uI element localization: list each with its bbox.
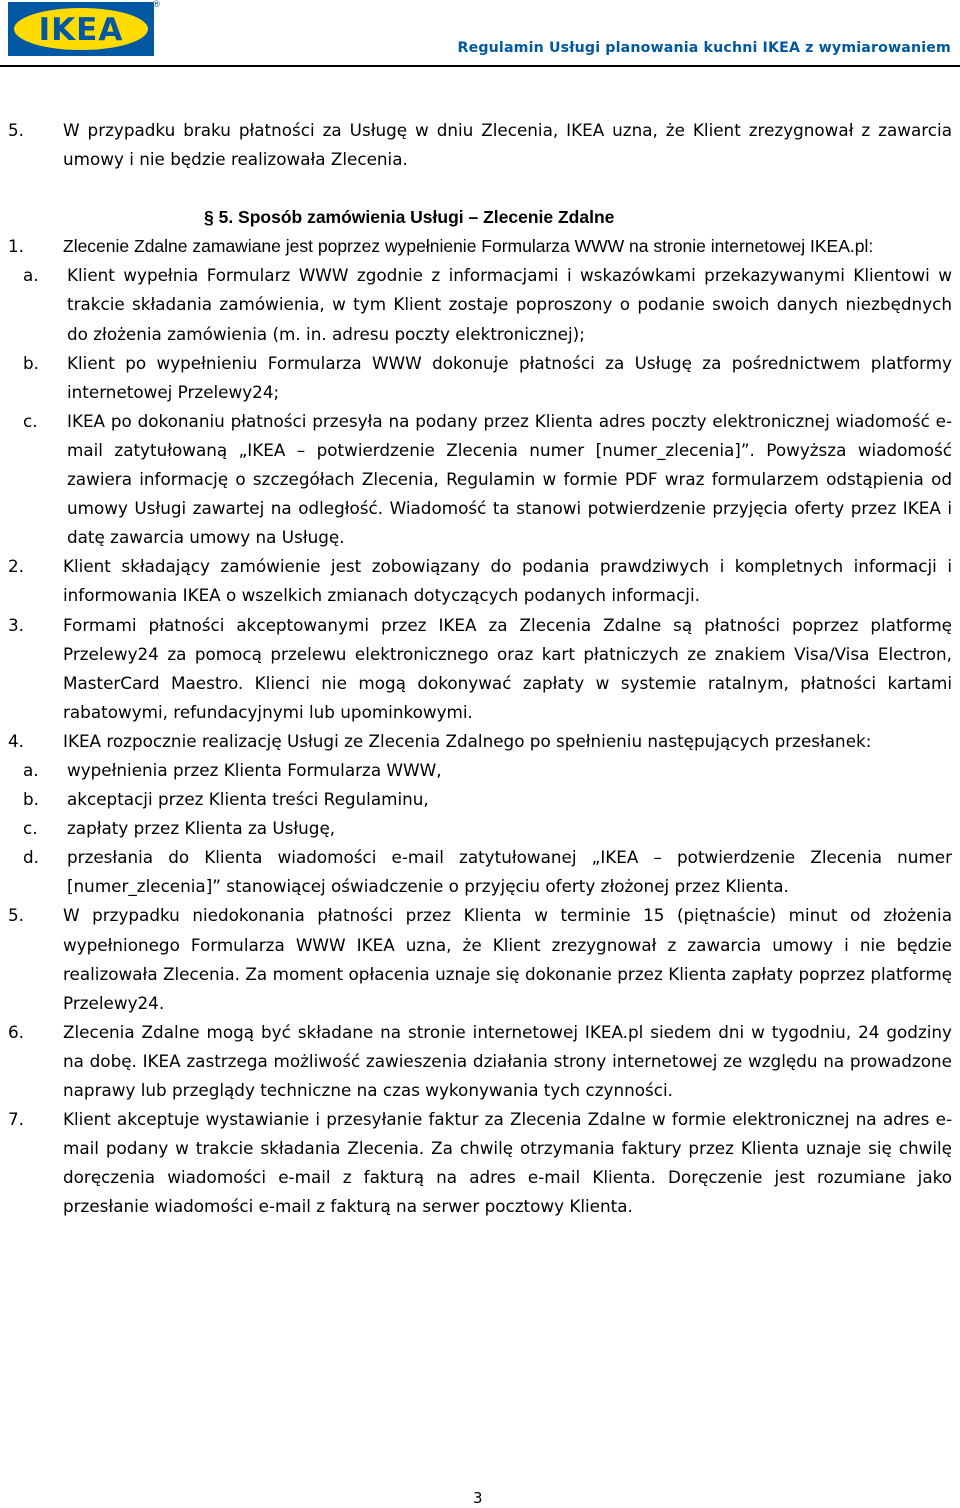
sub-list-text: Klient po wypełnieniu Formularza WWW dokonuje płatności za Usługę za pośrednictwem platformy internetowej Przelewy24; [67,352,952,402]
section-heading: § 5. Sposób zamówienia Usługi – Zlecenie Zdalne [204,207,615,228]
list-number: 2. [8,556,25,577]
sub-list-text: IKEA po dokonaniu płatności przesyła na podany przez Klienta adres poczty elektronicznej wiadomość e-mail zatytułowaną „IKEA – potwierdzenie Zlecenia numer [numer_zlecenia]”. Powyższa wiadomość zawiera informację o szczegółach Zlecenia, Regulamin w formie PDF wraz formularzem odstąpienia od umowy Usługi zawartej na odległość. Wiadomość ta stanowi potwierdzenie przyjęcia oferty przez IKEA i datę zawarcia umowy na Usługę. [67,410,952,548]
sub-list-letter: a. [23,759,39,780]
ikea-logo-graphic [8,2,154,56]
page-header [0,0,960,64]
document-title: Regulamin Usługi planowania kuchni IKEA z wymiarowaniem [457,40,951,56]
list-text: W przypadku braku płatności za Usługę w dniu Zlecenia, IKEA uzna, że Klient zrezygnował z zawarcia umowy i nie będzie realizowała Zlecenia. [63,120,952,170]
list-text: Klient składający zamówienie jest zobowiązany do podania prawdziwych i kompletnych informacji i informowania IKEA o wszelkich zmianach dotyczących podanych informacji. [63,556,952,606]
page-number: 3 [473,1489,483,1507]
logo-wordmark: IKEA [38,12,124,48]
sub-list-item [23,407,952,552]
list-item [8,1105,952,1221]
document-body [8,116,952,1221]
list-number: 7. [8,1109,25,1130]
list-item [8,611,952,727]
sub-list-item [23,261,952,348]
list-text: Zlecenie Zdalne zamawiane jest poprzez wypełnienie Formularza WWW na stronie internetowej IKEA.pl: [63,236,874,257]
sub-list-item [23,814,952,843]
list-number: 6. [8,1021,25,1042]
list-item [8,552,952,610]
sub-list-letter: b. [23,789,39,810]
list-text: Klient akceptuje wystawianie i przesyłanie faktur za Zlecenia Zdalne w formie elektronicznej na adres e-mail podany w trakcie składania Zlecenia. Za chwilę otrzymania faktury przez Klienta uznaje się chwilę doręczenia wiadomości e-mail z fakturą na adres e-mail Klienta. Doręczenie jest rozumiane jako przesłanie wiadomości e-mail z fakturą na serwer pocztowy Klienta. [63,1109,952,1217]
list-number: 1. [8,236,25,257]
list-item [8,232,952,261]
list-number: 5. [8,120,25,140]
sub-list-text: wypełnienia przez Klienta Formularza WWW, [67,759,442,780]
ikea-logo [8,2,158,56]
sub-list-text: zapłaty przez Klienta za Usługę, [67,818,336,839]
sub-list-letter: a. [23,265,39,286]
header-divider [0,65,960,67]
sub-list-item [23,756,952,785]
list-item [8,116,952,174]
sub-list-item [23,349,952,407]
list-text: Zlecenia Zdalne mogą być składane na stronie internetowej IKEA.pl siedem dni w tygodniu, 24 godziny na dobę. IKEA zastrzega możliwość zawieszenia działania strony internetowej ze względu na prowadzone naprawy lub przeglądy techniczne na czas wykonywania tych czynności. [63,1021,952,1100]
sub-list-letter: d. [23,847,39,868]
list-text: Formami płatności akceptowanymi przez IKEA za Zlecenia Zdalne są płatności poprzez platformę Przelewy24 za pomocą przelewu elektronicznego oraz kart płatniczych ze znakiem Visa/Visa Electron, MasterCard Maestro. Klienci nie mogą dokonywać zapłaty w systemie ratalnym, płatności kartami rabatowymi, refundacyjnymi lub upominkowymi. [63,614,952,722]
sub-list-letter: b. [23,352,39,373]
list-item [8,901,952,1017]
list-number: 3. [8,614,25,635]
list-number: 4. [8,730,25,751]
sub-list-item [23,843,952,901]
list-text: IKEA rozpocznie realizację Usługi ze Zlecenia Zdalnego po spełnieniu następujących przesłanek: [63,730,872,751]
sub-list-text: Klient wypełnia Formularz WWW zgodnie z informacjami i wskazówkami przekazywanymi Klientowi w trakcie składania zamówienia, w tym Klient zostaje poproszony o podanie swoich danych niezbędnych do złożenia zamówienia (m. in. adresu poczty elektronicznej); [67,265,952,344]
list-number: 5. [8,905,25,926]
sub-list-text: akceptacji przez Klienta treści Regulaminu, [67,789,429,810]
registered-mark: ® [152,0,161,10]
list-text: W przypadku niedokonania płatności przez Klienta w terminie 15 (piętnaście) minut od złożenia wypełnionego Formularza WWW IKEA uzna, że Klient zrezygnował z zawarcia umowy i nie będzie realizowała Zlecenia. Za moment opłacenia uznaje się dokonanie przez Klienta zapłaty poprzez platformę Przelewy24. [63,905,952,1013]
sub-list-letter: c. [23,818,38,839]
list-item [8,727,952,756]
sub-list-letter: c. [23,410,38,431]
sub-list-item [23,785,952,814]
sub-list-text: przesłania do Klienta wiadomości e-mail zatytułowanej „IKEA – potwierdzenie Zlecenia numer [numer_zlecenia]” stanowiącej oświadczenie o przyjęciu oferty złożonej przez Klienta. [67,847,952,897]
list-item [8,1018,952,1105]
